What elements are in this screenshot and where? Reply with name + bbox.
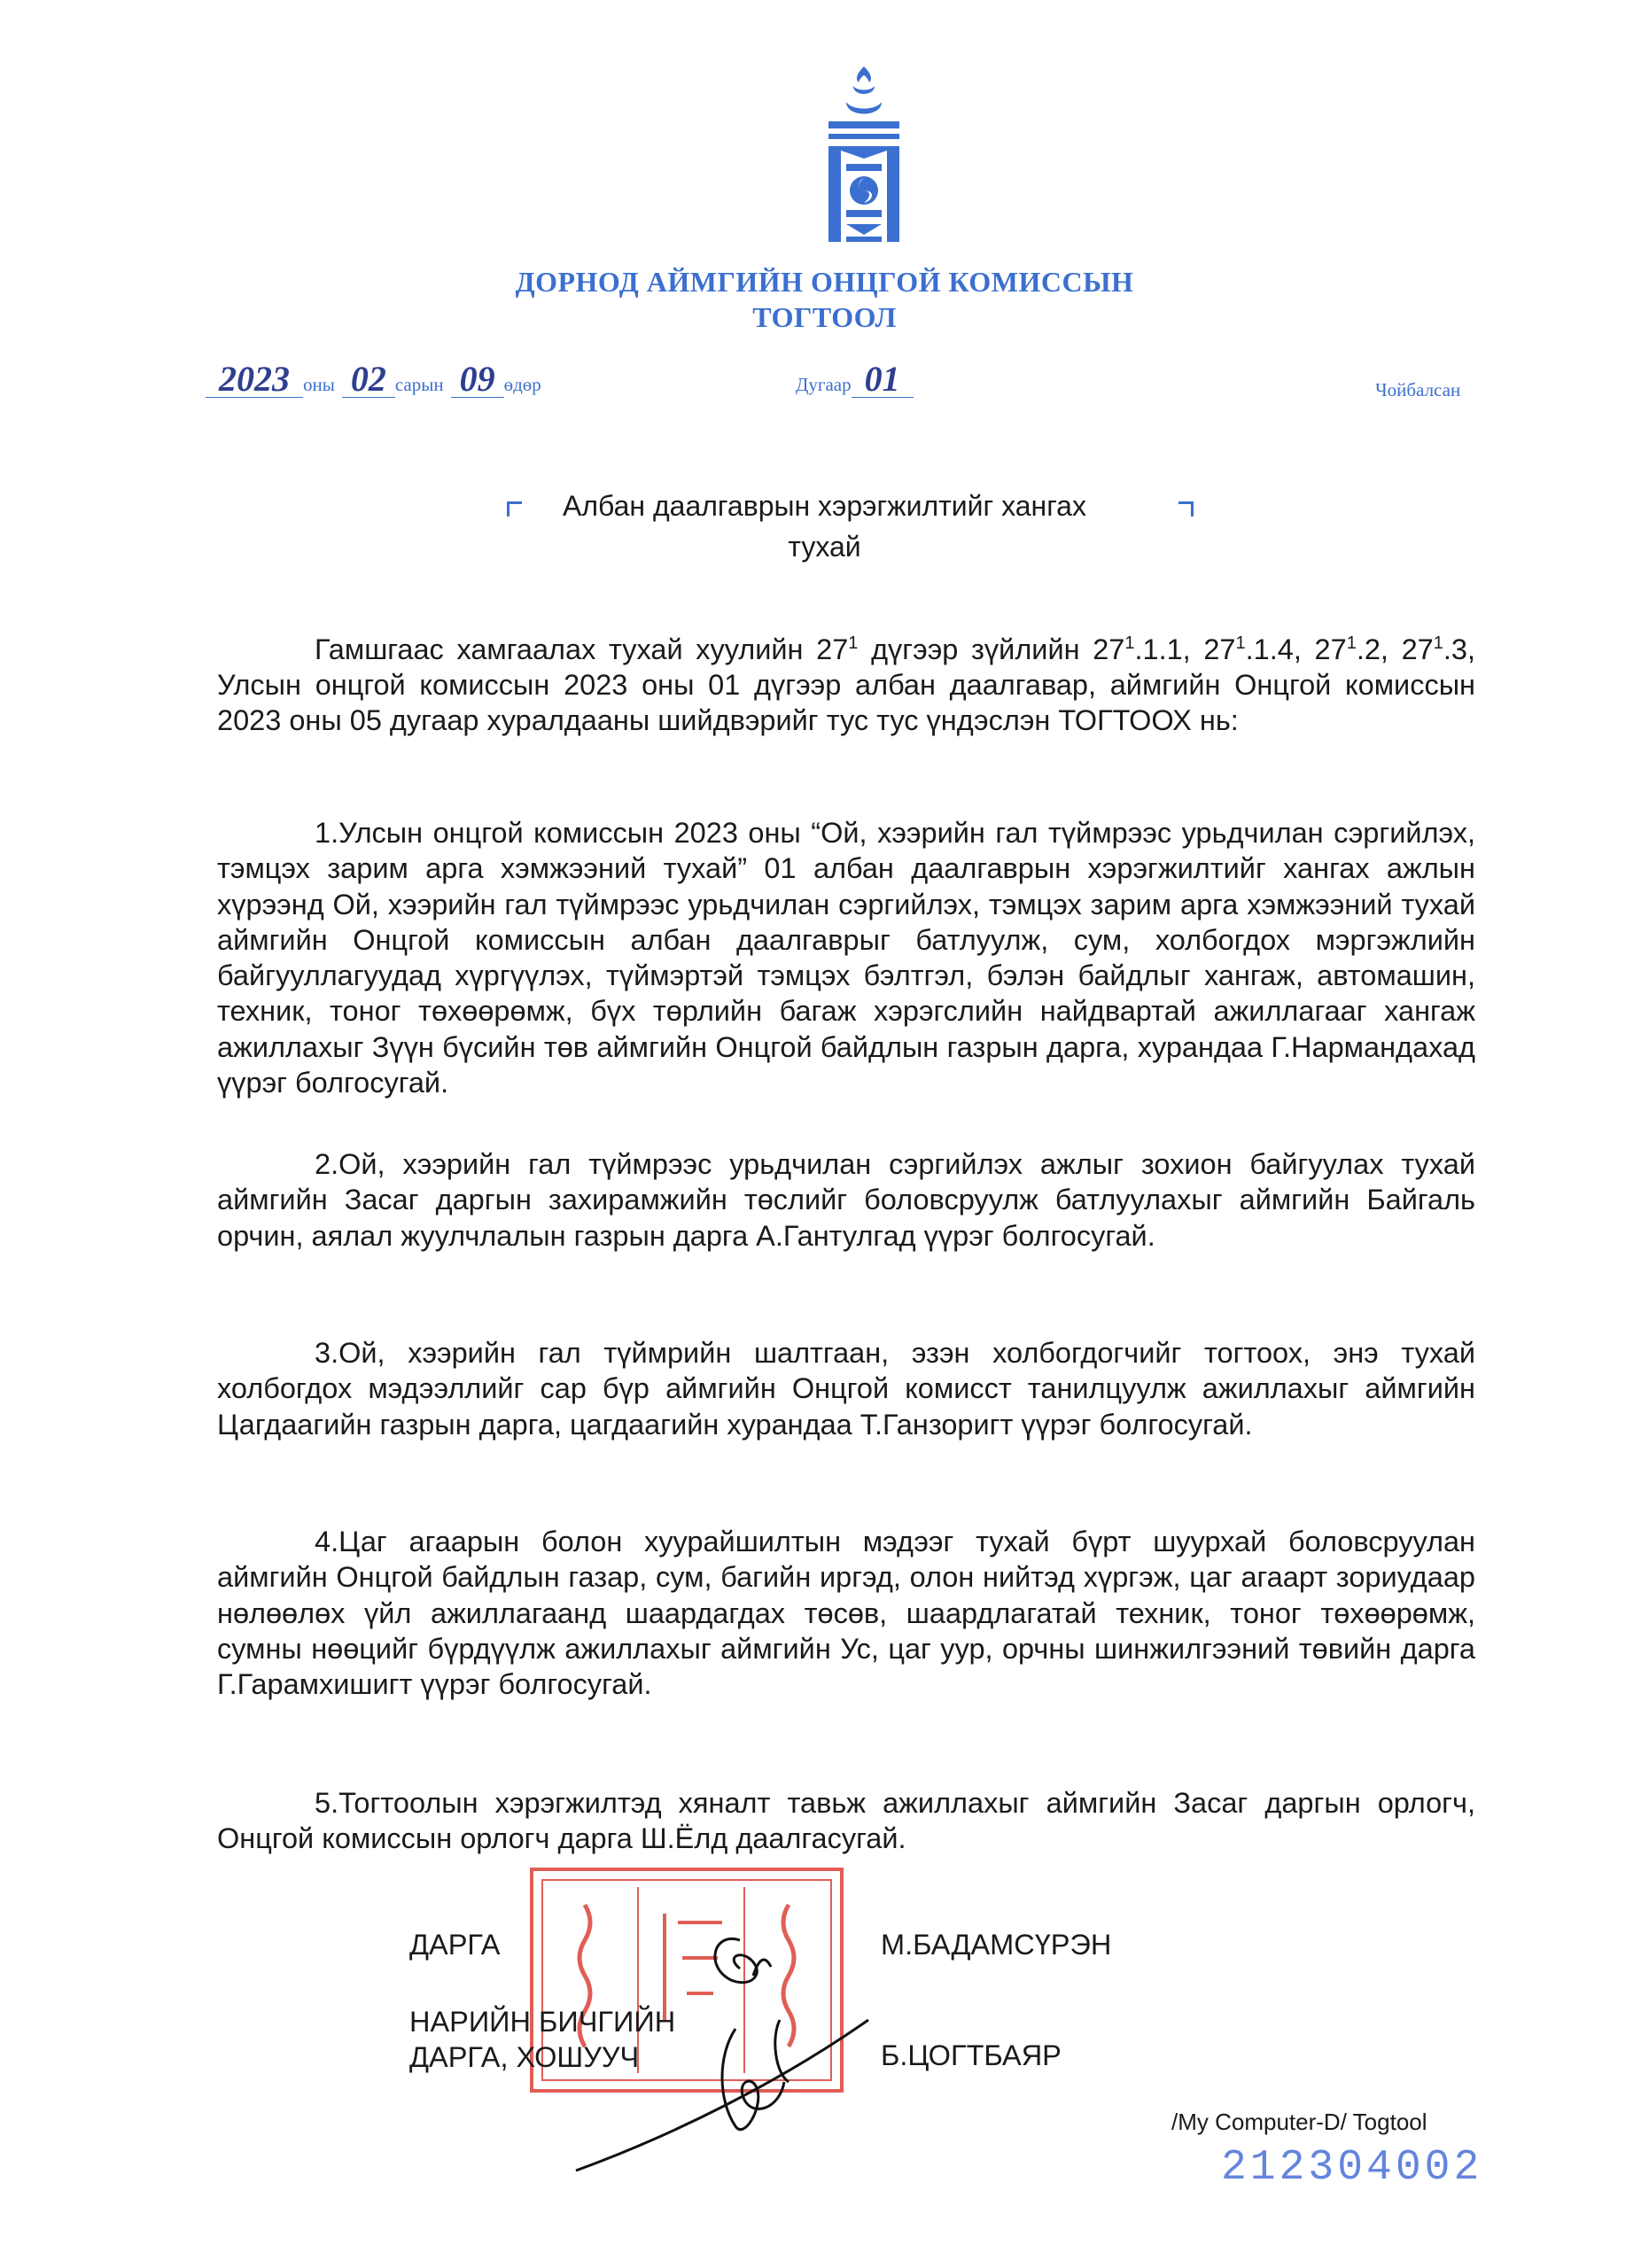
document-type: ТОГТООЛ <box>752 301 897 333</box>
signatory-name-chair: М.БАДАМСҮРЭН <box>881 1929 1112 1961</box>
subject <box>0 485 1649 567</box>
signatory-name-secretary: Б.ЦОГТБАЯР <box>881 2039 1062 2071</box>
issuer-name: ДОРНОД АЙМГИЙН ОНЦГОЙ КОМИССЫН <box>515 266 1134 298</box>
clause-2: 2.Ой, хээрийн гал түймрээс урьдчилан сэргийлэх ажлыг зохион байгуулах тухай аймгийн Засаг даргын захирамжийн төслийг боловсруулж батлуулахыг аймгийн Байгаль орчин, аялал жуулчлалын газрын дарга А.Гантулгад үүрэг болгосугай. <box>217 1148 1475 1252</box>
preamble-paragraph: Гамшгаас хамгаалах тухай хуулийн $27^1$ дүгээр зүйлийн $27^1.1.1$, $27^1.1.4$, $27^1.2$, $27^1.3$, Улсын онцгой комиссын 2023 оны 01 дүгээр албан даалгавар, аймгийн Онцгой комиссын 2023 оны 05 дугаар хуралдааны шийдвэрийг тус тус үндэслэн ТОГТООХ нь: <box>217 633 1476 737</box>
day-suffix: өдөр <box>503 374 541 395</box>
signatory-title-secretary-line1: НАРИЙН БИЧГИЙН <box>409 2006 676 2038</box>
date-line <box>206 361 541 398</box>
date-day: 09 <box>451 361 504 398</box>
clause-1: 1.Улсын онцгой комиссын 2023 оны “Ой, хээрийн гал түймрээс урьдчилан сэргийлэх, тэмцэх зарим арга хэмжээний тухай” 01 албан даалгаврын хэрэгжилтийг хангах ажлын хүрээнд Ой, хээрийн гал түймрээс урьдчилан сэргийлэх, тэмцэх зарим арга хэмжээний тухай аймгийн Онцгой комиссын албан даалгаврыг батлуулж, сум, холбогдох мэргэжлийн байгууллагуудад хүргүүлэх, түймэртэй тэмцэх бэлтгэл, бэлэн байдлыг хангаж, автомашин, техник, тоног төхөөрөмж, бүх төрлийн багаж хэрэгслийн найдвартай ажиллагааг хангаж ажиллахыг Зүүн бүсийн төв аймгийн Онцгой байдлын газрын дарга, хурандаа Г.Нармандахад үүрэг болгосугай. <box>217 817 1475 1099</box>
document-number <box>796 361 914 398</box>
clause-5: 5.Тогтоолын хэрэгжилтэд хяналт тавьж ажиллахыг аймгийн Засаг даргын орлогч, Онцгой комиссын орлогч дарга Ш.Ёлд даалгасугай. <box>217 1787 1475 1855</box>
serial-number: 212304002 <box>1221 2144 1483 2192</box>
city-name: Чойбалсан <box>1375 379 1461 400</box>
subject-line-1: Албан даалгаврын хэрэгжилтийг хангах <box>563 490 1086 522</box>
date-year: 2023 <box>206 361 303 398</box>
subject-line-2: тухай <box>788 531 861 563</box>
date-month: 02 <box>342 361 395 398</box>
file-path: /My Computer-D/ Togtool <box>1171 2109 1427 2135</box>
year-suffix: оны <box>303 374 335 395</box>
soyombo-emblem-icon <box>811 66 917 248</box>
month-suffix: сарын <box>394 374 444 395</box>
number-value: 01 <box>852 361 914 398</box>
number-label: Дугаар <box>796 374 852 395</box>
clause-4: 4.Цаг агаарын болон хуурайшилтын мэдээг тухай бүрт шуурхай боловсруулан аймгийн Онцгой байдлын газар, сум, багийн иргэд, олон нийтэд хүргэж, цаг агаарт зориудаар нөлөөлөх үйл ажиллагаанд шаардагдах төсөв, шаардлагатай техник, тоног төхөөрөмж, сумны нөөцийг бүрдүүлж ажиллахыг аймгийн Ус, цаг уур, орчны шинжилгээний төвийн дарга Г.Гарамхишигт үүрэг болгосугай. <box>217 1526 1475 1701</box>
clause-3: 3.Ой, хээрийн гал түймрийн шалтгаан, эзэн холбогдогчийг тогтоох, энэ тухай холбогдох мэдээллийг сар бүр аймгийн Онцгой комисст танилцуулж ажиллахыг аймгийн Цагдаагийн газрын дарга, цагдаагийн хурандаа Т.Ганзоригт үүрэг болгосугай. <box>217 1337 1475 1441</box>
signatory-title-chair: ДАРГА <box>409 1929 501 1961</box>
signatory-title-secretary-line2: ДАРГА, ХОШУУЧ <box>409 2041 640 2073</box>
